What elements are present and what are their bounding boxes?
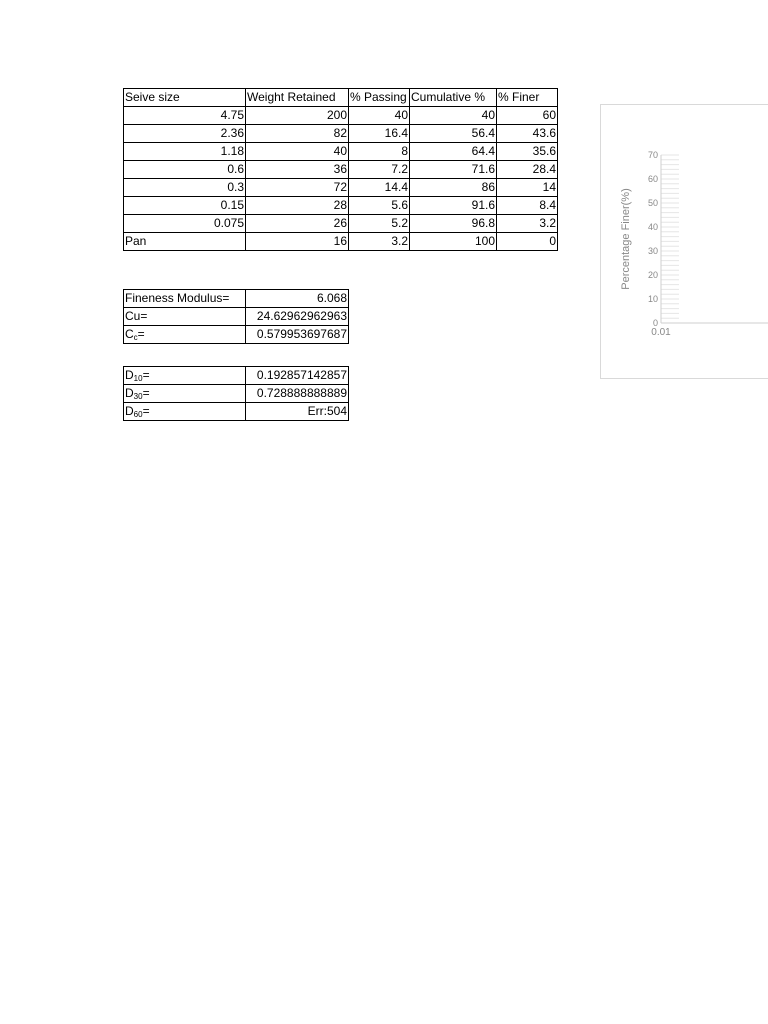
sieve-header-row: [124, 89, 558, 107]
table-cell[interactable]: 8.4: [497, 197, 558, 215]
table-cell[interactable]: 14.4: [349, 179, 410, 197]
chart-y-axis-title: Percentage Finer(%): [620, 188, 632, 290]
d-value[interactable]: 0.192857142857: [246, 367, 349, 385]
d-label-main: D: [125, 404, 134, 418]
d-label-suffix: =: [142, 368, 150, 382]
sieve-row: [124, 161, 558, 179]
table-cell[interactable]: 60: [497, 107, 558, 125]
d-value-row: [124, 385, 349, 403]
table-cell[interactable]: 40: [246, 143, 349, 161]
column-header[interactable]: % Passing: [349, 89, 410, 107]
y-tick-label: 10: [647, 294, 658, 304]
table-cell[interactable]: 71.6: [410, 161, 497, 179]
table-cell[interactable]: 4.75: [124, 107, 246, 125]
d-label-main: D: [125, 368, 134, 382]
cc-label-suffix: =: [137, 327, 145, 341]
table-cell[interactable]: 0.075: [124, 215, 246, 233]
d-label-suffix: =: [142, 386, 150, 400]
sieve-row: [124, 143, 558, 161]
table-cell[interactable]: 28.4: [497, 161, 558, 179]
table-cell[interactable]: 26: [246, 215, 349, 233]
y-tick-label: 40: [647, 222, 658, 232]
sieve-analysis-table: [123, 88, 558, 251]
table-cell[interactable]: 0.3: [124, 179, 246, 197]
table-cell[interactable]: Pan: [124, 233, 246, 251]
results-table: [123, 289, 349, 344]
table-cell[interactable]: 0: [497, 233, 558, 251]
y-tick-label: 20: [647, 270, 658, 280]
chart-tick-labels: [648, 150, 671, 338]
table-cell[interactable]: 56.4: [410, 125, 497, 143]
d-value[interactable]: Err:504: [246, 403, 349, 421]
sieve-row: [124, 197, 558, 215]
table-cell[interactable]: 35.6: [497, 143, 558, 161]
table-cell[interactable]: 28: [246, 197, 349, 215]
table-cell[interactable]: 16.4: [349, 125, 410, 143]
d-label-main: D: [125, 386, 134, 400]
table-cell[interactable]: 40: [349, 107, 410, 125]
d-value[interactable]: 0.728888888889: [246, 385, 349, 403]
y-tick-label: 50: [647, 198, 658, 208]
column-header[interactable]: Cumulative %: [410, 89, 497, 107]
table-cell[interactable]: 7.2: [349, 161, 410, 179]
table-cell[interactable]: 200: [246, 107, 349, 125]
cu-label[interactable]: Cu=: [124, 308, 246, 326]
d-values-body: [124, 367, 349, 421]
y-tick-label: 0: [652, 318, 658, 328]
sieve-row: [124, 179, 558, 197]
table-cell[interactable]: 5.6: [349, 197, 410, 215]
table-cell[interactable]: 43.6: [497, 125, 558, 143]
d-label[interactable]: [124, 367, 246, 385]
table-cell[interactable]: 3.2: [349, 233, 410, 251]
d-label-subscript: 60: [133, 410, 143, 419]
fineness-modulus-row: [124, 290, 349, 308]
x-tick-label: 0.01: [651, 327, 671, 338]
table-cell[interactable]: 72: [246, 179, 349, 197]
d-label-subscript: 10: [133, 374, 143, 383]
sieve-row: [124, 215, 558, 233]
cc-label[interactable]: [124, 326, 246, 344]
d-values-table: [123, 366, 349, 421]
y-tick-label: 30: [647, 246, 658, 256]
table-cell[interactable]: 86: [410, 179, 497, 197]
cc-label-main: C: [125, 327, 134, 341]
table-cell[interactable]: 0.15: [124, 197, 246, 215]
table-cell[interactable]: 3.2: [497, 215, 558, 233]
sieve-row: [124, 233, 558, 251]
column-header[interactable]: Weight Retained: [246, 89, 349, 107]
table-cell[interactable]: 64.4: [410, 143, 497, 161]
table-cell[interactable]: 16: [246, 233, 349, 251]
cu-value[interactable]: 24.62962962963: [246, 308, 349, 326]
d-value-row: [124, 367, 349, 385]
d-value-row: [124, 403, 349, 421]
column-header[interactable]: % Finer: [497, 89, 558, 107]
table-cell[interactable]: 0.6: [124, 161, 246, 179]
sieve-row: [124, 125, 558, 143]
table-cell[interactable]: 2.36: [124, 125, 246, 143]
table-cell[interactable]: 82: [246, 125, 349, 143]
cc-label-subscript: c: [133, 333, 138, 342]
sieve-row: [124, 107, 558, 125]
table-cell[interactable]: 36: [246, 161, 349, 179]
d-label-suffix: =: [142, 404, 150, 418]
fineness-modulus-label[interactable]: Fineness Modulus=: [124, 290, 246, 308]
d-label-subscript: 30: [133, 392, 143, 401]
y-tick-label: 70: [647, 150, 658, 160]
table-cell[interactable]: 1.18: [124, 143, 246, 161]
table-cell[interactable]: 14: [497, 179, 558, 197]
d-label[interactable]: [124, 403, 246, 421]
cc-row: [124, 326, 349, 344]
table-cell[interactable]: 8: [349, 143, 410, 161]
d-label[interactable]: [124, 385, 246, 403]
chart-svg: [601, 105, 768, 380]
fineness-modulus-value[interactable]: 6.068: [246, 290, 349, 308]
table-cell[interactable]: 96.8: [410, 215, 497, 233]
column-header[interactable]: Seive size: [124, 89, 246, 107]
y-tick-label: 60: [647, 174, 658, 184]
table-cell[interactable]: 5.2: [349, 215, 410, 233]
sieve-table-body: [124, 89, 558, 251]
table-cell[interactable]: 40: [410, 107, 497, 125]
grain-size-chart[interactable]: [600, 104, 768, 379]
table-cell[interactable]: 100: [410, 233, 497, 251]
table-cell[interactable]: 91.6: [410, 197, 497, 215]
cu-row: [124, 308, 349, 326]
chart-grid: [661, 155, 679, 323]
cc-value[interactable]: 0.579953697687: [246, 326, 349, 344]
